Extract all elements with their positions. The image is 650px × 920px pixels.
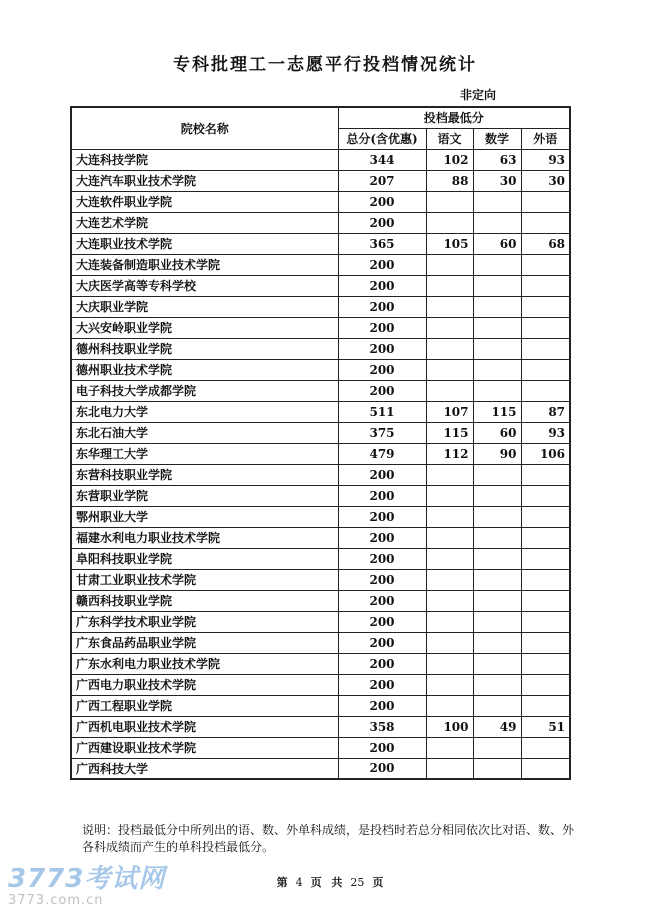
math-score-cell: 63 (473, 149, 521, 170)
footer-page-label: 第 (276, 876, 288, 889)
school-name-cell: 德州职业技术学院 (71, 359, 338, 380)
footer-total-pages: 25 (350, 876, 365, 889)
table-row (71, 191, 570, 212)
header-english: 外语 (521, 128, 570, 149)
math-score-cell (473, 611, 521, 632)
table-row (71, 422, 570, 443)
chinese-score-cell (426, 485, 473, 506)
math-score-cell (473, 527, 521, 548)
english-score-cell (521, 296, 570, 317)
math-score-cell (473, 338, 521, 359)
header-total: 总分(含优惠) (338, 128, 426, 149)
chinese-score-cell: 112 (426, 443, 473, 464)
chinese-score-cell (426, 632, 473, 653)
math-score-cell (473, 359, 521, 380)
chinese-score-cell (426, 590, 473, 611)
school-name-cell: 广西电力职业技术学院 (71, 674, 338, 695)
total-score-cell: 200 (338, 464, 426, 485)
school-name-cell: 广西科技大学 (71, 758, 338, 779)
table-row (71, 758, 570, 779)
total-score-cell: 207 (338, 170, 426, 191)
total-score-cell: 200 (338, 653, 426, 674)
english-score-cell (521, 737, 570, 758)
school-name-cell: 大连科技学院 (71, 149, 338, 170)
school-name-cell: 广西建设职业技术学院 (71, 737, 338, 758)
watermark-logo-text: 3773考试网 (8, 864, 166, 894)
total-score-cell: 200 (338, 674, 426, 695)
math-score-cell: 60 (473, 422, 521, 443)
math-score-cell (473, 506, 521, 527)
math-score-cell (473, 254, 521, 275)
page-footer (230, 874, 430, 890)
table-row (71, 317, 570, 338)
chinese-score-cell: 100 (426, 716, 473, 737)
math-score-cell (473, 674, 521, 695)
school-name-cell: 大连软件职业学院 (71, 191, 338, 212)
school-name-cell: 东华理工大学 (71, 443, 338, 464)
school-name-cell: 大连装备制造职业技术学院 (71, 254, 338, 275)
table-row (71, 212, 570, 233)
math-score-cell (473, 275, 521, 296)
school-name-cell: 甘肃工业职业技术学院 (71, 569, 338, 590)
math-score-cell (473, 653, 521, 674)
chinese-score-cell (426, 275, 473, 296)
math-score-cell (473, 737, 521, 758)
total-score-cell: 365 (338, 233, 426, 254)
school-name-cell: 广东科学技术职业学院 (71, 611, 338, 632)
chinese-score-cell: 105 (426, 233, 473, 254)
school-name-cell: 东北电力大学 (71, 401, 338, 422)
chinese-score-cell (426, 611, 473, 632)
total-score-cell: 200 (338, 569, 426, 590)
english-score-cell (521, 275, 570, 296)
school-name-cell: 大庆职业学院 (71, 296, 338, 317)
chinese-score-cell (426, 317, 473, 338)
math-score-cell (473, 464, 521, 485)
total-score-cell: 200 (338, 737, 426, 758)
school-name-cell: 阜阳科技职业学院 (71, 548, 338, 569)
english-score-cell (521, 758, 570, 779)
chinese-score-cell (426, 359, 473, 380)
total-score-cell: 344 (338, 149, 426, 170)
chinese-score-cell: 107 (426, 401, 473, 422)
total-score-cell: 200 (338, 611, 426, 632)
admission-table (70, 106, 571, 780)
subtitle-non-directional: 非定向 (460, 88, 497, 102)
english-score-cell (521, 254, 570, 275)
math-score-cell: 90 (473, 443, 521, 464)
total-score-cell: 375 (338, 422, 426, 443)
school-name-cell: 鄂州职业大学 (71, 506, 338, 527)
header-min-score: 投档最低分 (338, 107, 570, 128)
header-chinese: 语文 (426, 128, 473, 149)
table-row (71, 611, 570, 632)
total-score-cell: 200 (338, 506, 426, 527)
table-row (71, 485, 570, 506)
school-name-cell: 东营职业学院 (71, 485, 338, 506)
school-name-cell: 福建水利电力职业技术学院 (71, 527, 338, 548)
table-row (71, 359, 570, 380)
explanation-note: 说明：投档最低分中所列出的语、数、外单科成绩，是投档时若总分相同依次比对语、数、外各科成绩而产生的单科投档最低分。 (82, 823, 575, 854)
math-score-cell (473, 191, 521, 212)
english-score-cell (521, 590, 570, 611)
school-name-cell: 德州科技职业学院 (71, 338, 338, 359)
table-row (71, 170, 570, 191)
math-score-cell: 30 (473, 170, 521, 191)
table-row (71, 149, 570, 170)
english-score-cell (521, 548, 570, 569)
chinese-score-cell: 88 (426, 170, 473, 191)
total-score-cell: 200 (338, 359, 426, 380)
table-row (71, 254, 570, 275)
math-score-cell (473, 632, 521, 653)
total-score-cell: 200 (338, 275, 426, 296)
school-name-cell: 大连职业技术学院 (71, 233, 338, 254)
table-row (71, 464, 570, 485)
table-row (71, 548, 570, 569)
table-body (71, 149, 570, 779)
total-score-cell: 200 (338, 296, 426, 317)
table-header-row-1 (71, 107, 570, 128)
math-score-cell (473, 212, 521, 233)
math-score-cell (473, 695, 521, 716)
school-name-cell: 电子科技大学成都学院 (71, 380, 338, 401)
school-name-cell: 广东食品药品职业学院 (71, 632, 338, 653)
math-score-cell: 115 (473, 401, 521, 422)
english-score-cell: 93 (521, 422, 570, 443)
chinese-score-cell (426, 569, 473, 590)
chinese-score-cell (426, 338, 473, 359)
total-score-cell: 200 (338, 254, 426, 275)
english-score-cell: 30 (521, 170, 570, 191)
table-row (71, 569, 570, 590)
table-row (71, 653, 570, 674)
math-score-cell: 49 (473, 716, 521, 737)
footer-page-number: 4 (295, 876, 303, 889)
total-score-cell: 200 (338, 548, 426, 569)
chinese-score-cell (426, 758, 473, 779)
table-row (71, 737, 570, 758)
site-watermark (8, 858, 165, 908)
school-name-cell: 东营科技职业学院 (71, 464, 338, 485)
table-row (71, 674, 570, 695)
math-score-cell (473, 548, 521, 569)
chinese-score-cell (426, 737, 473, 758)
total-score-cell: 479 (338, 443, 426, 464)
watermark-url: 3773.com.cn (8, 893, 104, 908)
english-score-cell: 93 (521, 149, 570, 170)
school-name-cell: 东北石油大学 (71, 422, 338, 443)
footer-page-mid: 页 共 (310, 876, 343, 889)
math-score-cell (473, 317, 521, 338)
english-score-cell (521, 569, 570, 590)
chinese-score-cell: 115 (426, 422, 473, 443)
footer-page-end: 页 (372, 876, 384, 889)
total-score-cell: 200 (338, 632, 426, 653)
table-row (71, 401, 570, 422)
english-score-cell (521, 695, 570, 716)
total-score-cell: 200 (338, 758, 426, 779)
total-score-cell: 200 (338, 590, 426, 611)
total-score-cell: 200 (338, 380, 426, 401)
total-score-cell: 200 (338, 695, 426, 716)
page-title: 专科批理工一志愿平行投档情况统计 (173, 55, 477, 75)
english-score-cell (521, 506, 570, 527)
math-score-cell (473, 758, 521, 779)
chinese-score-cell (426, 254, 473, 275)
chinese-score-cell (426, 464, 473, 485)
math-score-cell (473, 296, 521, 317)
math-score-cell (473, 590, 521, 611)
math-score-cell: 60 (473, 233, 521, 254)
english-score-cell: 68 (521, 233, 570, 254)
english-score-cell: 51 (521, 716, 570, 737)
table-row (71, 527, 570, 548)
english-score-cell (521, 338, 570, 359)
table-row (71, 506, 570, 527)
table-row (71, 695, 570, 716)
table-row (71, 380, 570, 401)
school-name-cell: 广东水利电力职业技术学院 (71, 653, 338, 674)
english-score-cell (521, 359, 570, 380)
chinese-score-cell (426, 212, 473, 233)
table-row (71, 443, 570, 464)
english-score-cell (521, 485, 570, 506)
english-score-cell: 87 (521, 401, 570, 422)
english-score-cell: 106 (521, 443, 570, 464)
total-score-cell: 200 (338, 212, 426, 233)
total-score-cell: 200 (338, 338, 426, 359)
math-score-cell (473, 485, 521, 506)
total-score-cell: 511 (338, 401, 426, 422)
math-score-cell (473, 380, 521, 401)
english-score-cell (521, 380, 570, 401)
chinese-score-cell (426, 695, 473, 716)
school-name-cell: 赣西科技职业学院 (71, 590, 338, 611)
english-score-cell (521, 632, 570, 653)
school-name-cell: 大兴安岭职业学院 (71, 317, 338, 338)
table-row (71, 716, 570, 737)
chinese-score-cell: 102 (426, 149, 473, 170)
table-row (71, 338, 570, 359)
table-row (71, 296, 570, 317)
total-score-cell: 200 (338, 191, 426, 212)
school-name-cell: 广西工程职业学院 (71, 695, 338, 716)
english-score-cell (521, 674, 570, 695)
total-score-cell: 200 (338, 485, 426, 506)
english-score-cell (521, 611, 570, 632)
school-name-cell: 大连艺术学院 (71, 212, 338, 233)
chinese-score-cell (426, 191, 473, 212)
header-math: 数学 (473, 128, 521, 149)
total-score-cell: 200 (338, 317, 426, 338)
table-row (71, 590, 570, 611)
english-score-cell (521, 464, 570, 485)
english-score-cell (521, 527, 570, 548)
math-score-cell (473, 569, 521, 590)
english-score-cell (521, 191, 570, 212)
chinese-score-cell (426, 506, 473, 527)
english-score-cell (521, 317, 570, 338)
total-score-cell: 358 (338, 716, 426, 737)
chinese-score-cell (426, 653, 473, 674)
chinese-score-cell (426, 674, 473, 695)
header-school-name: 院校名称 (71, 107, 338, 149)
table-row (71, 275, 570, 296)
school-name-cell: 大庆医学高等专科学校 (71, 275, 338, 296)
table-row (71, 632, 570, 653)
chinese-score-cell (426, 548, 473, 569)
chinese-score-cell (426, 296, 473, 317)
school-name-cell: 大连汽车职业技术学院 (71, 170, 338, 191)
english-score-cell (521, 653, 570, 674)
chinese-score-cell (426, 527, 473, 548)
chinese-score-cell (426, 380, 473, 401)
total-score-cell: 200 (338, 527, 426, 548)
english-score-cell (521, 212, 570, 233)
school-name-cell: 广西机电职业技术学院 (71, 716, 338, 737)
table-row (71, 233, 570, 254)
